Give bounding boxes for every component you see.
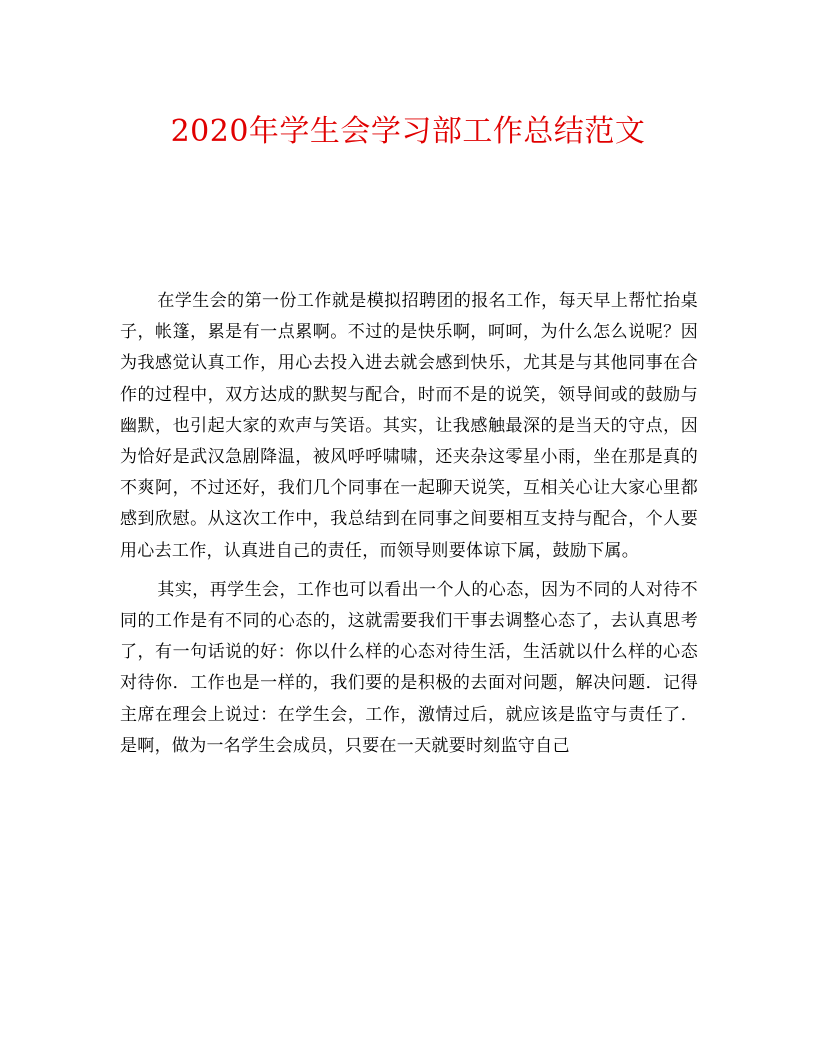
- document-title: 2020年学生会学习部工作总结范文: [170, 114, 646, 149]
- document-body: [120, 286, 698, 762]
- paragraph-1: 在学生会的第一份工作就是模拟招聘团的报名工作，每天早上帮忙抬桌子，帐篷，累是有一点累啊。不过的是快乐啊，呵呵，为什么怎么说呢？因为我感觉认真工作，用心去投入进去就会感到快乐，尤其是与其他同事在合作的过程中，双方达成的默契与配合，时而不是的说笑，领导间或的鼓励与幽默，也引起大家的欢声与笑语。其实，让我感触最深的是当天的守点，因为恰好是武汉急剧降温，被风呼呼啸啸，还夹杂这零星小雨，坐在那是真的不爽阿，不过还好，我们几个同事在一起聊天说笑，互相关心让大家心里都感到欣慰。从这次工作中，我总结到在同事之间要相互支持与配合，个人要用心去工作，认真进自己的责任，而领导则要体谅下属，鼓励下属。: [120, 291, 698, 561]
- paragraph-2: 其实，再学生会，工作也可以看出一个人的心态，因为不同的人对待不同的工作是有不同的心态的，这就需要我们干事去调整心态了，去认真思考了，有一句话说的好：你以什么样的心态对待生活，生活就以什么样的心态对待你．工作也是一样的，我们要的是积极的去面对问题，解决问题．记得主席在理会上说过：在学生会，工作，激情过后，就应该是监守与责任了．是啊，做为一名学生会成员，只要在一天就要时刻监守自己: [120, 579, 698, 756]
